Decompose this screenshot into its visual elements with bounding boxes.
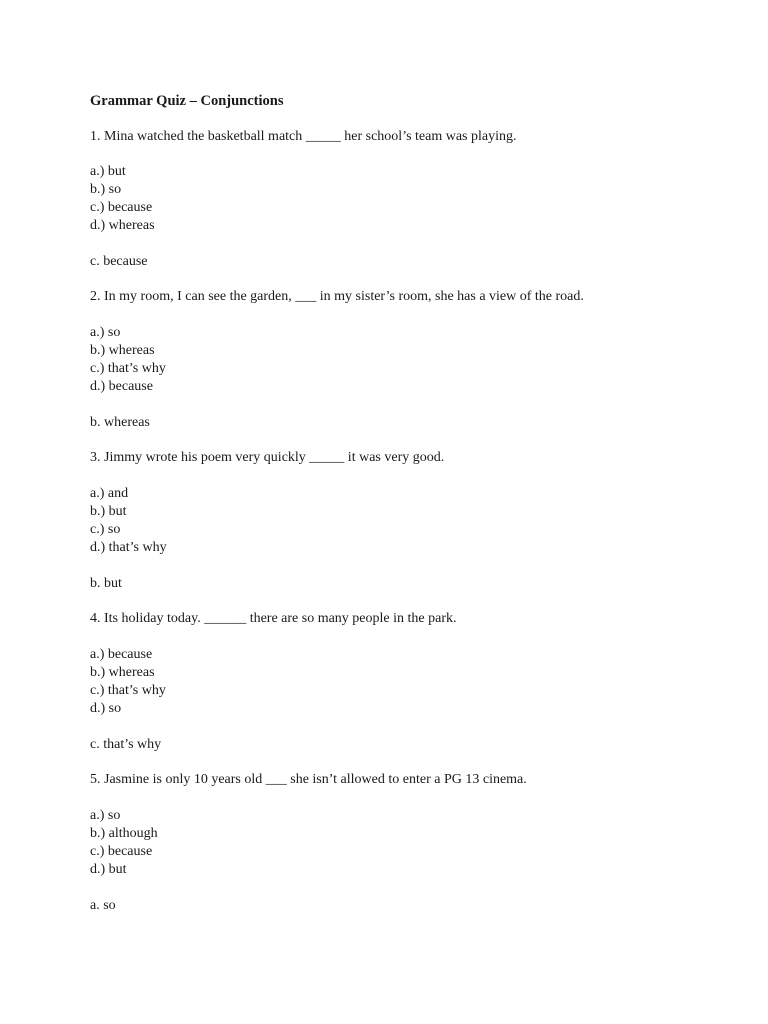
option-a: a.) and	[90, 486, 129, 501]
option-c: c.) that’s why	[90, 361, 166, 376]
question-3	[90, 449, 730, 610]
option-c: c.) because	[90, 200, 153, 215]
question-text: 5. Jasmine is only 10 years old ___ she isn’t allowed to enter a PG 13 cinema.	[90, 772, 527, 787]
options-list	[90, 163, 730, 235]
spacer	[90, 110, 730, 128]
option-d: d.) so	[90, 701, 122, 716]
option-b: b.) whereas	[90, 343, 155, 358]
question-1	[90, 128, 730, 288]
option-a: a.) because	[90, 647, 153, 662]
options-list	[90, 807, 730, 879]
question-4	[90, 610, 730, 771]
option-b: b.) so	[90, 182, 122, 197]
answer-text: b. but	[90, 576, 122, 591]
option-d: d.) but	[90, 862, 127, 877]
question-text: 1. Mina watched the basketball match _____ her school’s team was playing.	[90, 129, 517, 144]
quiz-document	[90, 92, 730, 915]
question-text: 4. Its holiday today. ______ there are so many people in the park.	[90, 611, 457, 626]
option-d: d.) that’s why	[90, 540, 167, 555]
question-text: 2. In my room, I can see the garden, ___ in my sister’s room, she has a view of the road.	[90, 289, 584, 304]
options-list	[90, 485, 730, 557]
answer-text: c. that’s why	[90, 737, 162, 752]
question-5	[90, 771, 730, 915]
answer-text: a. so	[90, 898, 116, 913]
option-a: a.) but	[90, 164, 126, 179]
page-title: Grammar Quiz – Conjunctions	[90, 93, 284, 109]
option-a: a.) so	[90, 325, 121, 340]
option-c: c.) that’s why	[90, 683, 166, 698]
option-c: c.) so	[90, 522, 121, 537]
question-2	[90, 288, 730, 449]
option-c: c.) because	[90, 844, 153, 859]
option-d: d.) whereas	[90, 218, 155, 233]
options-list	[90, 324, 730, 396]
option-a: a.) so	[90, 808, 121, 823]
options-list	[90, 646, 730, 718]
option-b: b.) whereas	[90, 665, 155, 680]
answer-text: c. because	[90, 254, 148, 269]
question-text: 3. Jimmy wrote his poem very quickly _____ it was very good.	[90, 450, 445, 465]
option-b: b.) although	[90, 826, 158, 841]
option-b: b.) but	[90, 504, 127, 519]
option-d: d.) because	[90, 379, 153, 394]
answer-text: b. whereas	[90, 415, 150, 430]
